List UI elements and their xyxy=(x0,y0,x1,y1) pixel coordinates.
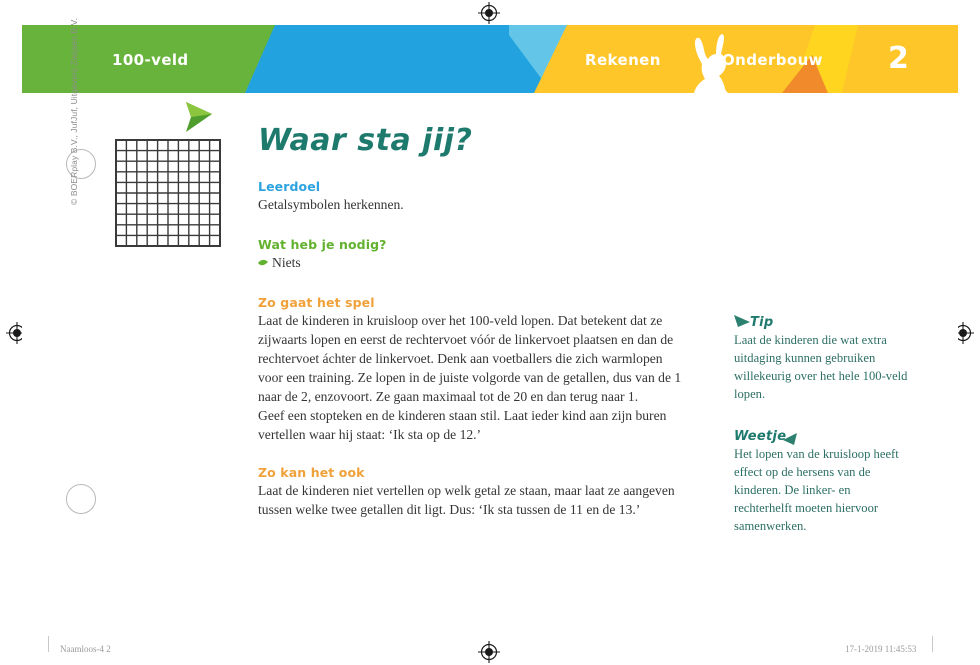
green-arrow-icon xyxy=(182,100,214,134)
leaf-bullet-icon xyxy=(258,256,268,270)
banner-page-number: 2 xyxy=(888,41,910,76)
copyright-notice: © BOERplay B.V., JufJuf, Uitgeverij Zwijsen B.V. xyxy=(69,17,79,205)
triangle-marker-icon xyxy=(734,315,751,328)
section-heading-spelverloop: Zo gaat het spel xyxy=(258,294,375,310)
note-body-tip: Laat de kinderen die wat extra uitdaging kunnen gebruiken willekeurig over het hele 100-veld lopen. xyxy=(734,333,908,402)
section-body-spelverloop-2: Geef een stopteken en de kinderen staan stil. Laat ieder kind aan zijn buren vertellen waar hij staat: ‘Ik sta op de 12.’ xyxy=(258,407,667,442)
note-heading-tip: Tip xyxy=(750,315,774,330)
note-tip xyxy=(734,315,909,404)
section-body-spelverloop-1: Laat de kinderen in kruisloop over het 100-veld lopen. Dat betekent dat ze zijwaarts lopen en eerst de rechtervoet vóór de linkervoet plaatsen en dan de rechtervoet áchter de linkervoet. Denk aan voetballers die zich warmlopen voor een training. Ze lopen in de juiste volgorde van de getallen, dus van de 1 naar de 2, enzovoort. Ze gaan maximaal tot de 20 en dan terug naar 1. xyxy=(258,312,682,404)
note-weetje xyxy=(734,429,909,536)
section-heading-materialen: Wat heb je nodig? xyxy=(258,236,387,252)
footer-rule-right xyxy=(932,636,933,652)
section-materialen xyxy=(258,237,688,272)
banner-level-label: Onderbouw xyxy=(722,51,823,69)
materialen-list-item xyxy=(258,253,688,272)
section-leerdoel xyxy=(258,179,688,214)
registration-mark-top xyxy=(478,2,500,24)
page-title: Waar sta jij? xyxy=(258,123,473,158)
section-heading-leerdoel: Leerdoel xyxy=(258,178,321,194)
materialen-item-label: Niets xyxy=(272,254,301,270)
banner-subject-label: Rekenen xyxy=(585,51,661,69)
section-spelverloop xyxy=(258,295,688,444)
footer-timestamp: 17-1-2019 11:45:53 xyxy=(845,644,917,654)
punch-hole-bottom xyxy=(66,484,96,514)
worksheet-page xyxy=(22,17,958,625)
triangle-marker-icon xyxy=(781,433,798,446)
note-body-weetje: Het lopen van de kruisloop heeft effect op de hersens van de kinderen. De linker- en rechterhelft moeten hiervoor samenwerken. xyxy=(734,446,899,533)
section-body-variant: Laat de kinderen niet vertellen op welk getal ze staan, maar laat ze aangeven tussen welke twee getallen dit ligt. Dus: ‘Ik sta tussen de 11 en de 13.’ xyxy=(258,482,675,517)
section-variant xyxy=(258,465,688,519)
section-body-leerdoel: Getalsymbolen herkennen. xyxy=(258,196,404,212)
footer-filename: Naamloos-4 2 xyxy=(60,644,111,654)
section-heading-variant: Zo kan het ook xyxy=(258,464,365,480)
sidebar-notes-column xyxy=(734,315,909,535)
page-header-banner xyxy=(22,25,958,93)
main-content-column xyxy=(258,125,688,519)
100-veld-grid xyxy=(114,138,222,248)
footer-rule-left xyxy=(48,636,49,652)
note-heading-weetje: Weetje xyxy=(734,428,787,444)
registration-mark-bottom xyxy=(478,641,500,663)
banner-topic-label: 100-veld xyxy=(112,51,189,69)
